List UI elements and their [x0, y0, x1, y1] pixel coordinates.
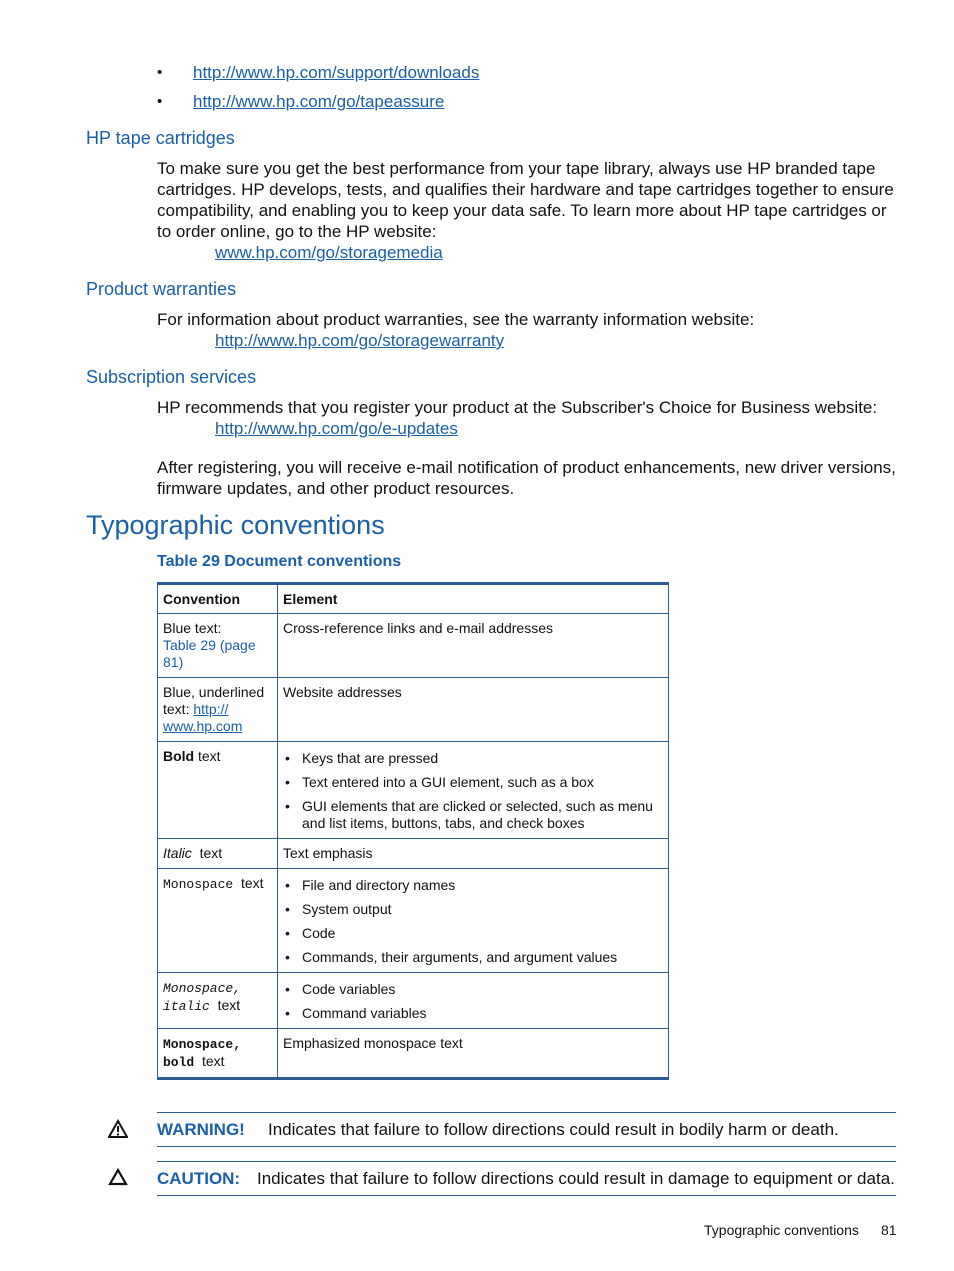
element-cell: Text emphasis — [278, 839, 669, 869]
caution-icon — [108, 1167, 128, 1187]
warning-notice — [157, 1112, 896, 1147]
convention-label-mono-bold: Monospace, — [163, 1037, 242, 1052]
table-row — [158, 839, 669, 869]
list-item: • System output — [283, 901, 663, 918]
caution-label: CAUTION: — [157, 1169, 241, 1188]
table-row — [158, 614, 669, 678]
convention-label-italic: Italic — [163, 845, 192, 861]
convention-label: Blue, underlined — [163, 684, 265, 700]
typographic-conventions-heading: Typographic conventions — [86, 510, 385, 540]
page-number: 81 — [881, 1222, 897, 1238]
convention-label: text — [198, 748, 221, 764]
table-row — [158, 973, 669, 1029]
table-row — [158, 869, 669, 973]
convention-label: text — [217, 997, 241, 1013]
convention-label: text — [199, 845, 223, 861]
warranty-paragraph: For information about product warranties, see the warranty information website: — [157, 310, 755, 329]
list-item: • Text entered into a GUI element, such as a box — [283, 774, 663, 791]
top-links-list — [157, 58, 479, 116]
element-list — [283, 981, 663, 1022]
element-cell — [278, 869, 669, 973]
tape-cartridges-heading: HP tape cartridges — [86, 128, 235, 148]
e-updates-link[interactable]: http://www.hp.com/go/e-updates — [215, 419, 458, 438]
element-cell — [278, 742, 669, 839]
convention-label: text — [202, 1053, 225, 1069]
convention-label: text: — [163, 701, 190, 717]
caution-text: Indicates that failure to follow directions could result in damage to equipment or data. — [257, 1169, 895, 1188]
convention-label-mono: Monospace — [163, 877, 234, 892]
list-item — [157, 58, 479, 87]
subscription-services-heading: Subscription services — [86, 367, 257, 387]
convention-cell — [158, 1029, 278, 1079]
warning-label: WARNING! — [157, 1120, 245, 1139]
element-column-header: Element — [278, 584, 669, 614]
cross-reference-link[interactable]: Table 29 (page 81) — [163, 637, 256, 670]
element-list — [283, 750, 663, 832]
element-cell: Cross-reference links and e-mail addresses — [278, 614, 669, 678]
element-cell — [278, 973, 669, 1029]
tapeassure-link[interactable]: http://www.hp.com/go/tapeassure — [193, 92, 445, 111]
convention-cell — [158, 742, 278, 839]
convention-column-header: Convention — [158, 584, 278, 614]
table-header-row — [158, 584, 669, 614]
website-link-part[interactable]: http:// — [193, 701, 229, 717]
website-link-part[interactable]: www.hp.com — [163, 718, 243, 734]
caution-notice — [157, 1161, 896, 1196]
table-row — [158, 1029, 669, 1079]
tape-cartridges-paragraph: To make sure you get the best performance from your tape library, always use HP branded tape cartridges. HP develops, tests, and qualifies their hardware and tape cartridges together to ensure compatibility, and enabling you to keep your data safe. To learn more about HP tape cartridges or to order online, go to the HP website: — [157, 159, 894, 241]
list-item: • Code variables — [283, 981, 663, 998]
list-item — [157, 87, 479, 116]
convention-cell — [158, 678, 278, 742]
convention-cell — [158, 869, 278, 973]
convention-label-mono-italic: Monospace, — [163, 981, 242, 996]
warning-text: Indicates that failure to follow directions could result in bodily harm or death. — [268, 1120, 839, 1139]
subscription-paragraph: HP recommends that you register your product at the Subscriber's Choice for Business website: — [157, 398, 878, 417]
after-registering-paragraph: After registering, you will receive e-mail notification of product enhancements, new driver versions, firmware updates, and other product resources. — [157, 458, 896, 498]
convention-label: text — [241, 875, 264, 891]
storagemedia-link[interactable]: www.hp.com/go/storagemedia — [215, 243, 443, 262]
element-cell: Emphasized monospace text — [278, 1029, 669, 1079]
footer-section-title: Typographic conventions — [704, 1222, 859, 1238]
convention-cell — [158, 973, 278, 1029]
list-item: • Commands, their arguments, and argument values — [283, 949, 663, 966]
list-item: • Command variables — [283, 1005, 663, 1022]
convention-cell — [158, 614, 278, 678]
warning-icon — [108, 1119, 128, 1139]
product-warranties-heading: Product warranties — [86, 279, 237, 299]
convention-label-mono-bold: bold — [163, 1055, 195, 1070]
table-row — [158, 678, 669, 742]
element-list — [283, 877, 663, 966]
list-item: • Keys that are pressed — [283, 750, 663, 767]
convention-label-mono-italic: italic — [163, 999, 210, 1014]
convention-label-bold: Bold — [163, 748, 195, 764]
conventions-table — [157, 582, 669, 1080]
table-row — [158, 742, 669, 839]
convention-cell — [158, 839, 278, 869]
table-caption: Table 29 Document conventions — [157, 553, 402, 570]
convention-label: Blue text: — [163, 620, 222, 636]
list-item: • Code — [283, 925, 663, 942]
element-cell: Website addresses — [278, 678, 669, 742]
downloads-link[interactable]: http://www.hp.com/support/downloads — [193, 63, 480, 82]
list-item: • GUI elements that are clicked or selected, such as menu and list items, buttons, tabs, and check boxes — [283, 798, 663, 832]
storagewarranty-link[interactable]: http://www.hp.com/go/storagewarranty — [215, 331, 505, 350]
list-item: • File and directory names — [283, 877, 663, 894]
